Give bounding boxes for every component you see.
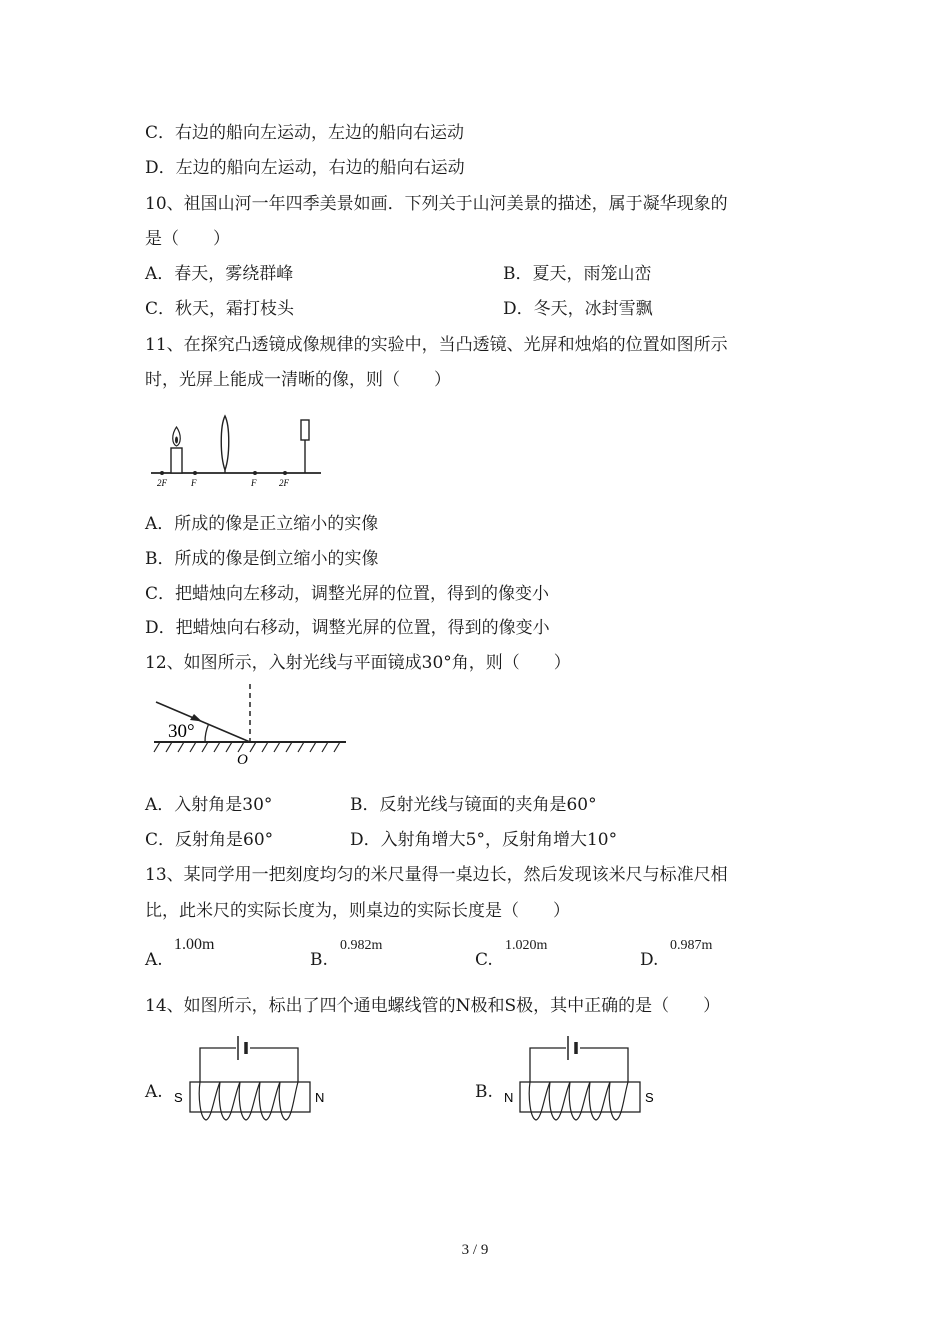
q14-stem: 14、如图所示，标出了四个通电螺线管的N极和S极，其中正确的是（ ） [145, 996, 721, 1016]
plane-mirror-figure [150, 682, 350, 767]
q11-option-a: A．所成的像是正立缩小的实像 [145, 514, 379, 534]
q13-stem-line2: 比，此米尺的实际长度为，则桌边的实际长度是（ ） [145, 901, 570, 921]
q12-option-c: C．反射角是60° [145, 830, 274, 850]
solenoid-b-wrapper [500, 1030, 660, 1126]
light-screen [301, 420, 309, 440]
pole-label-left: S [174, 1090, 183, 1105]
q10-stem-line1: 10、祖国山河一年四季美景如画．下列关于山河美景的描述，属于凝华现象的 [145, 194, 728, 214]
label-f-left: F [191, 478, 197, 488]
convex-lens [221, 416, 229, 470]
focal-point-f-left [193, 471, 197, 475]
q13-option-b-label: B. [310, 950, 328, 970]
q12-option-b: B．反射光线与镜面的夹角是60° [350, 795, 597, 815]
solenoid-figure-b [500, 1030, 660, 1126]
q13-option-d-label: D. [640, 950, 659, 970]
q9-option-c: C．右边的船向左运动，左边的船向右运动 [145, 123, 465, 143]
angle-arc [205, 724, 209, 742]
focal-point-2f-left [160, 471, 164, 475]
q10-option-b: B．夏天，雨笼山峦 [503, 264, 652, 284]
q13-option-c-label: C. [475, 950, 493, 970]
pole-label-left: N [504, 1090, 514, 1105]
q9-option-d: D．左边的船向左运动，右边的船向右运动 [145, 158, 465, 178]
label-f-right: F [251, 478, 257, 488]
q10-option-c: C．秋天，霜打枝头 [145, 299, 295, 319]
solenoid-figure-a [170, 1030, 330, 1126]
q11-stem-line2: 时，光屏上能成一清晰的像，则（ ） [145, 370, 451, 390]
q13-option-d-value: 0.987m [670, 938, 713, 953]
q12-option-d: D．入射角增大5°，反射角增大10° [350, 830, 618, 850]
pole-label-right: N [315, 1090, 325, 1105]
point-o-label: O [237, 752, 248, 768]
q12-stem: 12、如图所示，入射光线与平面镜成30°角，则（ ） [145, 653, 571, 673]
focal-point-f-right [253, 471, 257, 475]
q14-option-a-label: A. [145, 1082, 163, 1102]
lens-experiment-figure [145, 408, 325, 493]
angle-label: 30° [168, 721, 195, 742]
mirror-hatching [154, 742, 340, 752]
candle-body [171, 448, 182, 473]
pole-label-right: S [645, 1090, 654, 1105]
q10-option-a: A．春天，雾绕群峰 [145, 264, 294, 284]
q11-stem-line1: 11、在探究凸透镜成像规律的实验中，当凸透镜、光屏和烛焰的位置如图所示 [145, 335, 728, 355]
q13-option-c-value: 1.020m [505, 938, 548, 953]
q14-option-b-label: B. [475, 1082, 493, 1102]
q13-option-a-value: 1.00m [174, 936, 215, 953]
q11-option-b: B．所成的像是倒立缩小的实像 [145, 549, 379, 569]
focal-point-2f-right [283, 471, 287, 475]
q10-stem-line2: 是（ ） [145, 229, 230, 249]
q13-stem-line1: 13、某同学用一把刻度均匀的米尺量得一桌边长，然后发现该米尺与标准尺相 [145, 865, 728, 885]
q12-option-a: A．入射角是30° [145, 795, 273, 815]
q11-option-d: D．把蜡烛向右移动，调整光屏的位置，得到的像变小 [145, 618, 550, 638]
q13-option-b-value: 0.982m [340, 938, 383, 953]
q10-option-d: D．冬天，冰封雪飘 [503, 299, 653, 319]
q13-option-a-label: A. [145, 950, 163, 970]
q11-option-c: C．把蜡烛向左移动，调整光屏的位置，得到的像变小 [145, 584, 550, 604]
label-2f-left: 2F [157, 478, 167, 488]
page-number: 3 / 9 [461, 1242, 489, 1258]
label-2f-right: 2F [279, 478, 289, 488]
